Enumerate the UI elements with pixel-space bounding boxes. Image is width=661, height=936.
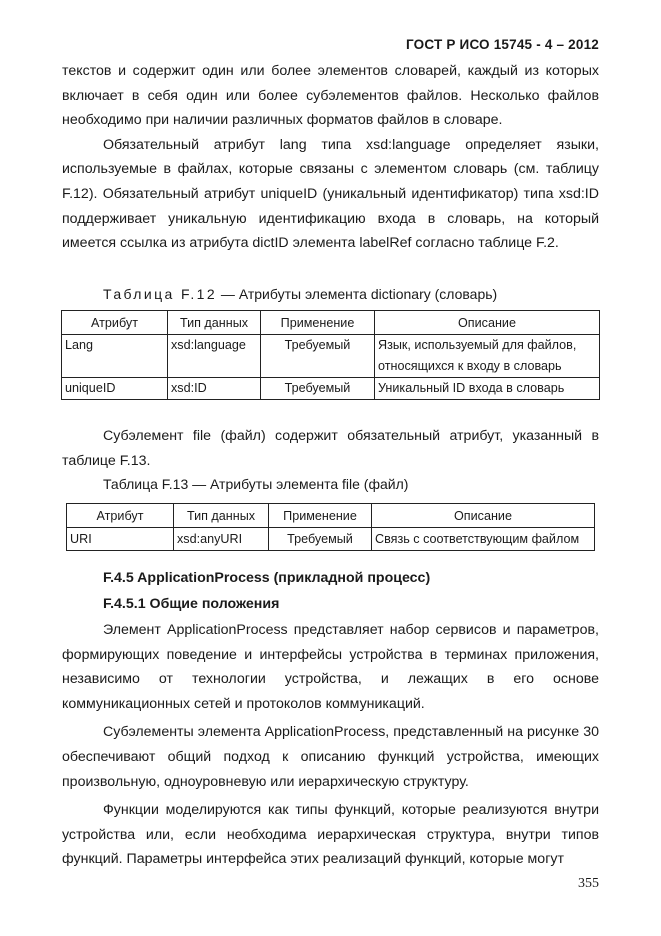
column-header: Описание (372, 504, 595, 528)
table-cell: Требуемый (269, 528, 372, 551)
table-row (62, 378, 600, 400)
section-body (62, 618, 599, 872)
table-cell: Lang (62, 335, 168, 378)
column-header: Атрибут (67, 504, 174, 528)
paragraph-text: Обязательный атрибут lang типа xsd:language определяет языки, используемые в файлах, которые связаны с элементом словарь (см. таблицу F.12). Обязательный атрибут uniqueID (уникальный идентификатор) типа xsd:ID поддерживает уникальную идентификацию входа в словарь, на который имеется ссылка из атрибута dictID элемента labelRef согласно таблице F.2. (62, 136, 599, 252)
table-row (67, 528, 595, 551)
table-cell: Уникальный ID входа в словарь (375, 378, 600, 400)
table-cell: xsd:language (168, 335, 261, 378)
table-f13-caption: Таблица F.13 — Атрибуты элемента file (файл) (103, 476, 409, 492)
column-header: Описание (375, 311, 600, 335)
paragraph-text: Элемент ApplicationProcess представляет набор сервисов и параметров, формирующих поведение и интерфейсы устройства в терминах приложения, независимо от технологии устройства, и лежащих в его основе коммуникационных сетей и протоколов коммуникаций. (62, 622, 599, 712)
table-cell: Связь с соответствующим файлом (372, 528, 595, 551)
table-f12-caption (103, 286, 497, 302)
table-cell: xsd:anyURI (174, 528, 269, 551)
paragraph-file (62, 424, 599, 473)
paragraph-text: Субэлементы элемента ApplicationProcess, представленный на рисунке 30 обеспечивают общий подход к описанию функций устройства, имеющих произвольную, одноуровневую или иерархическую структуру. (62, 724, 599, 790)
table-row (62, 335, 600, 378)
column-header: Тип данных (168, 311, 261, 335)
table-cell: uniqueID (62, 378, 168, 400)
paragraph-text: Субэлемент file (файл) содержит обязательный атрибут, указанный в таблице F.13. (62, 428, 599, 469)
column-header: Применение (269, 504, 372, 528)
table-cell: xsd:ID (168, 378, 261, 400)
table-cell: Требуемый (261, 335, 375, 378)
cell-line: относящихся к входу в словарь (378, 359, 562, 373)
table-header-row (62, 311, 600, 335)
table-cell (375, 335, 600, 378)
paragraph-text: текстов и содержит один или более элементов словарей, каждый из которых включает в себя один или более субэлементов файлов. Несколько файлов необходимо при наличии различных форматов файлов в словаре. (62, 63, 599, 129)
column-header: Атрибут (62, 311, 168, 335)
table-number: Таблица F.12 (103, 286, 218, 302)
table-f12 (61, 310, 600, 400)
table-header-row (67, 504, 595, 528)
paragraph-intro (62, 59, 599, 256)
column-header: Применение (261, 311, 375, 335)
cell-line: Язык, используемый для файлов, (378, 338, 577, 352)
table-title: — Атрибуты элемента dictionary (словарь) (217, 286, 498, 302)
table-f13 (66, 503, 595, 551)
table-cell: URI (67, 528, 174, 551)
paragraph-text: Функции моделируются как типы функций, которые реализуются внутри устройства или, если необходима иерархическая структура, внутри типов функций. Параметры интерфейса этих реализаций функций, которые могут (62, 802, 599, 868)
section-heading: F.4.5 ApplicationProcess (прикладной процесс) (103, 570, 431, 586)
page-number: 355 (578, 876, 599, 891)
table-cell: Требуемый (261, 378, 375, 400)
document-header: ГОСТ Р ИСО 15745 - 4 – 2012 (406, 37, 599, 52)
column-header: Тип данных (174, 504, 269, 528)
subsection-heading: F.4.5.1 Общие положения (103, 596, 280, 612)
